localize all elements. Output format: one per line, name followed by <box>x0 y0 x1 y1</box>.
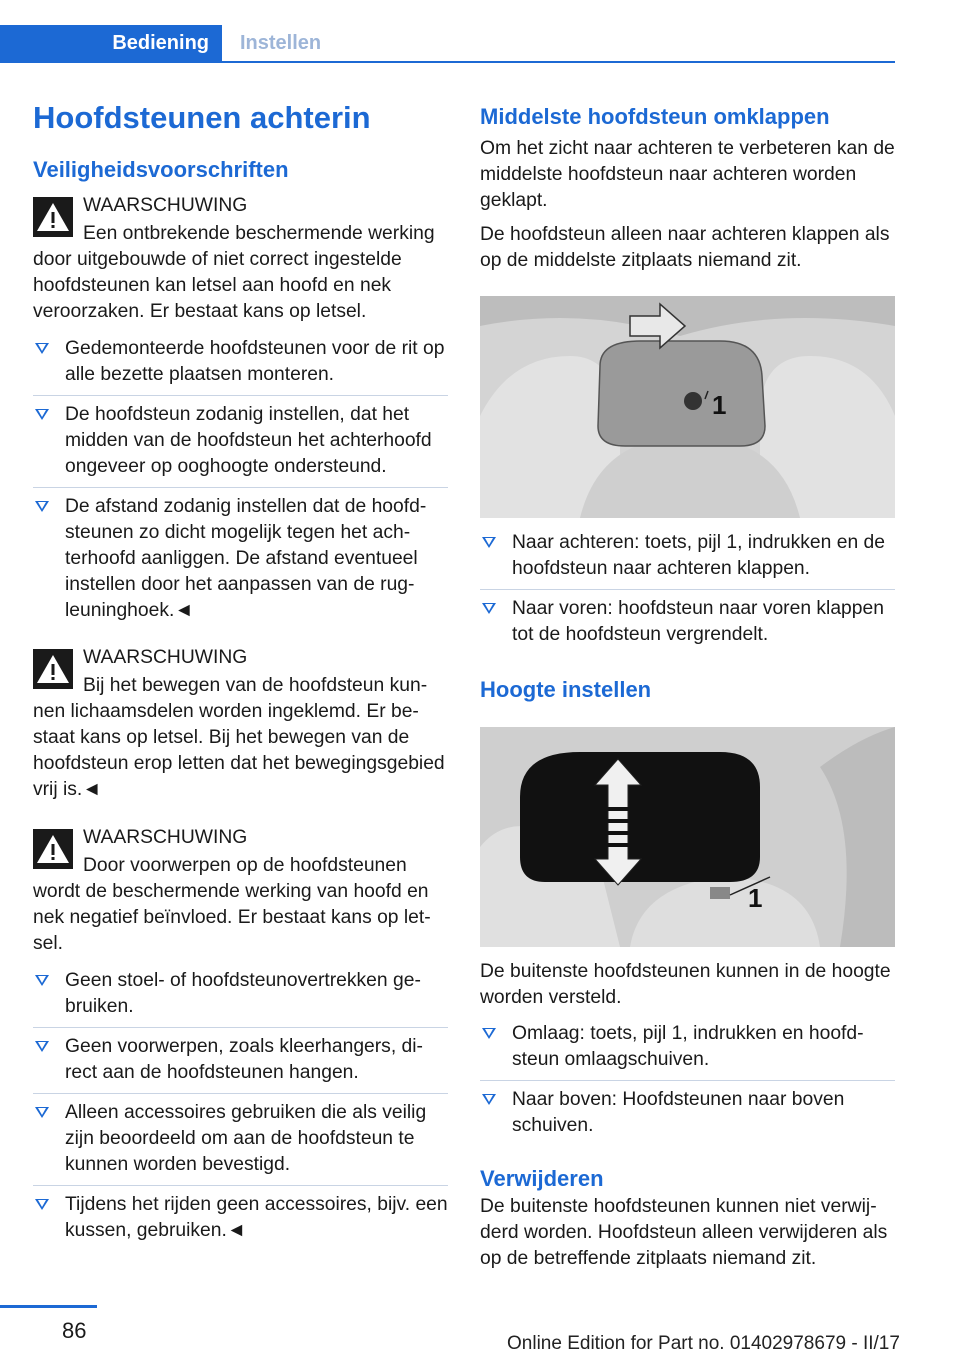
warning-icon <box>33 649 73 689</box>
warning-list-1 <box>33 330 448 631</box>
list-item: Geen voorwerpen, zoals kleerhangers, direct aan de hoofdsteunen hangen. <box>33 1028 448 1094</box>
edition-note: Online Edition for Part no. 01402978679 - II/17 <box>507 1333 900 1354</box>
warning-block-2 <box>33 645 448 803</box>
tab-bediening[interactable]: Bediening <box>0 25 222 61</box>
section-title-safety: Veiligheidsvoorschriften <box>33 157 289 182</box>
header-divider <box>0 61 895 63</box>
left-column <box>33 157 448 1251</box>
warning-label-1: WAARSCHUWING <box>83 195 248 216</box>
warning-label-2: WAARSCHUWING <box>83 647 248 668</box>
bullet-triangle-icon <box>35 1199 49 1210</box>
headrest-fold-illustration <box>480 296 895 518</box>
bullet-triangle-icon <box>35 343 49 354</box>
chapter-tabs <box>0 25 895 61</box>
list-item: Naar achteren: toets, pijl 1, indrukken en de hoofdsteun naar achteren klappen. <box>480 524 895 590</box>
list-item: De hoofdsteun zodanig instellen, dat het midden van de hoofdsteun het achterhoofd ongeveer op ooghoogte ondersteund. <box>33 396 448 488</box>
height-steps-list <box>480 1015 895 1146</box>
bullet-triangle-icon <box>482 1028 496 1039</box>
list-item: Omlaag: toets, pijl 1, indrukken en hoofdsteun omlaagschuiven. <box>480 1015 895 1081</box>
warning-label-3: WAARSCHUWING <box>83 827 248 848</box>
warning-text-1: Een ontbrekende beschermende werking door uitgebouwde of niet correct ingestelde hoofdsteunen kan letsel aan hoofd en nek veroorzaken. Er bestaat kans op letsel. <box>33 223 435 322</box>
warning-icon <box>33 197 73 237</box>
bullet-triangle-icon <box>35 1041 49 1052</box>
list-item: Gedemonteerde hoofdsteunen voor de rit op alle bezette plaatsen monteren. <box>33 330 448 396</box>
list-item: Naar voren: hoofdsteun naar voren klappen tot de hoofdsteun vergrendelt. <box>480 590 895 655</box>
page-number: 86 <box>62 1318 87 1343</box>
bullet-triangle-icon <box>35 1107 49 1118</box>
bullet-triangle-icon <box>35 975 49 986</box>
bullet-triangle-icon <box>482 537 496 548</box>
list-item: Tijdens het rijden geen accessoires, bijv. een kussen, gebruiken.◄ <box>33 1186 448 1251</box>
tab-instellen[interactable]: Instellen <box>240 31 322 54</box>
paragraph: De hoofdsteun alleen naar achteren klappen als op de middelste zitplaats niemand zit. <box>480 224 890 271</box>
warning-text-2: Bij het bewegen van de hoofdsteun kunnen lichaamsdelen worden ingeklemd. Er bestaat kans op letsel. Bij het bewegen van de hoofdsteun erop letten dat het bewegingsgebied vrij is.◄ <box>33 675 445 800</box>
list-item: Naar boven: Hoofdsteunen naar boven schuiven. <box>480 1081 895 1146</box>
warning-block-3 <box>33 825 448 957</box>
illustration-label-1: 1 <box>712 390 727 420</box>
paragraph: De buitenste hoofdsteunen kunnen in de hoogte worden versteld. <box>480 961 891 1008</box>
warning-icon <box>33 829 73 869</box>
bullet-triangle-icon <box>482 1094 496 1105</box>
bullet-triangle-icon <box>35 501 49 512</box>
footer-divider <box>0 1305 97 1308</box>
headrest-fold-drawing <box>480 296 895 518</box>
list-item: Alleen accessoires gebruiken die als veilig zijn beoordeeld om aan de hoofdsteun te kunnen worden bevestigd. <box>33 1094 448 1186</box>
page-title: Hoofdsteunen achterin <box>33 100 371 135</box>
warning-text-3: Door voorwerpen op de hoofdsteunen wordt de beschermende werking van hoofd en nek negatief beïnvloed. Er bestaat kans op letsel. <box>33 855 431 954</box>
warning-block-1 <box>33 193 448 325</box>
warning-list-3 <box>33 962 448 1251</box>
list-item: De afstand zodanig instellen dat de hoofdsteunen zo dicht mogelijk tegen het achterhoofd aanliggen. De afstand eventueel instellen door het aanpassen van de rugleuninghoek.◄ <box>33 488 448 631</box>
fold-steps-list <box>480 524 895 655</box>
section-title-remove: Verwijderen <box>480 1166 604 1191</box>
section-title-height: Hoogte instellen <box>480 677 652 702</box>
bullet-triangle-icon <box>35 409 49 420</box>
illustration-label-1: 1 <box>748 883 763 913</box>
paragraph: Om het zicht naar achteren te verbeteren kan de middelste hoofdsteun naar achteren worden geklapt. <box>480 138 895 211</box>
headrest-height-drawing <box>480 727 895 947</box>
right-column <box>480 104 895 1272</box>
list-item: Geen stoel- of hoofdsteunovertrekken gebruiken. <box>33 962 448 1028</box>
paragraph: De buitenste hoofdsteunen kunnen niet verwijderd worden. Hoofdsteun alleen verwijderen als op de betreffende zitplaats niemand zit. <box>480 1196 888 1269</box>
bullet-triangle-icon <box>482 603 496 614</box>
section-title-fold: Middelste hoofdsteun omklappen <box>480 104 830 129</box>
headrest-height-illustration <box>480 727 895 947</box>
